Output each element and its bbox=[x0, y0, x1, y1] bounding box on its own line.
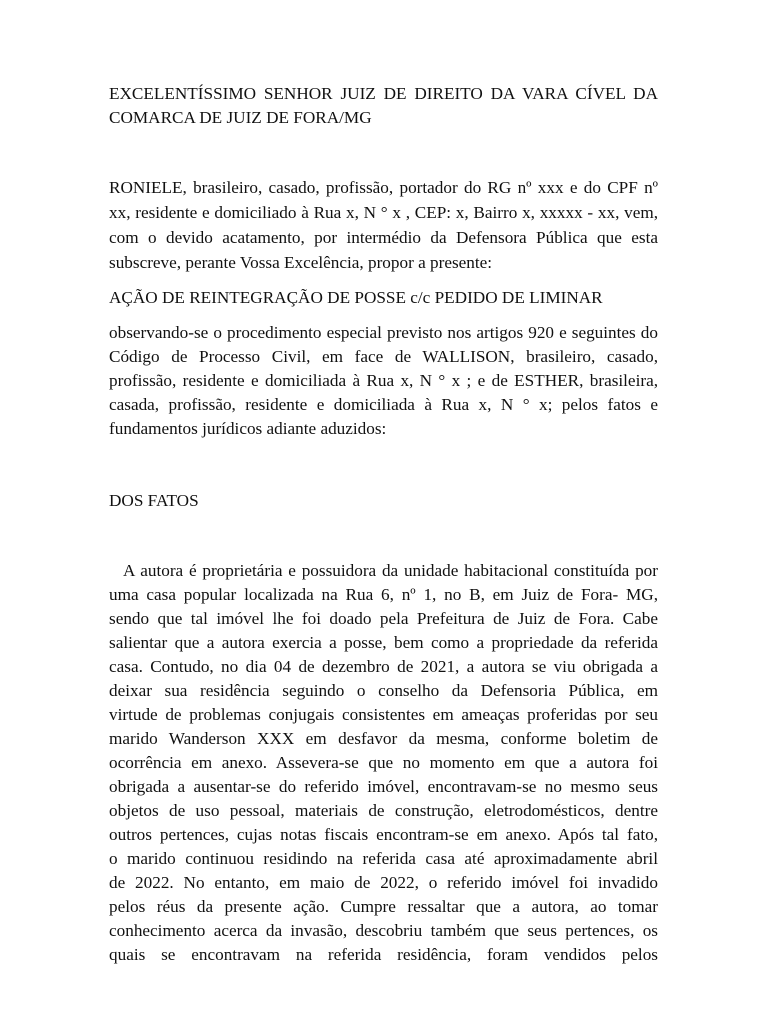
facts-line: obrigada a ausentar-se do referido imóvel, encontravam-se no mesmo seus bbox=[109, 777, 658, 796]
procedure-paragraph: observando-se o procedimento especial previsto nos artigos 920 e seguintes do Código de Processo Civil, em face de WALLISON, brasileiro, casado, profissão, residente e domiciliada à Rua x, N ° x ; e de ESTHER, brasileira, casada, profissão, residente e domiciliada à Rua x, N ° x; pelos fatos e fundamentos jurídicos adiante aduzidos: bbox=[109, 323, 658, 438]
facts-line: outros pertences, cujas notas fiscais encontram-se em anexo. Após tal fato, bbox=[109, 825, 658, 844]
facts-line: conhecimento acerca da invasão, descobriu também que seus pertences, os bbox=[109, 921, 658, 940]
facts-line: A autora é proprietária e possuidora da unidade habitacional constituída por bbox=[123, 561, 658, 580]
addressee-heading: EXCELENTÍSSIMO SENHOR JUIZ DE DIREITO DA VARA CÍVEL DA COMARCA DE JUIZ DE FORA/MG bbox=[109, 84, 658, 127]
facts-paragraph bbox=[109, 559, 658, 967]
facts-line: uma casa popular localizada na Rua 6, nº 1, no B, em Juiz de Fora- MG, bbox=[109, 585, 658, 604]
facts-line: salientar que a autora exercia a posse, bem como a propriedade da referida bbox=[109, 633, 658, 652]
facts-line: deixar sua residência seguindo o conselho da Defensoria Pública, em bbox=[109, 681, 658, 700]
facts-line: de 2022. No entanto, em maio de 2022, o referido imóvel foi invadido bbox=[109, 873, 658, 892]
facts-line: pelos réus da presente ação. Cumpre ressaltar que a autora, ao tomar bbox=[109, 897, 658, 916]
facts-line: sendo que tal imóvel lhe foi doado pela Prefeitura de Juiz de Fora. Cabe bbox=[109, 609, 658, 628]
facts-line: virtude de problemas conjugais consistentes em ameaças proferidas por seu bbox=[109, 705, 658, 724]
facts-line: objetos de uso pessoal, materiais de construção, eletrodomésticos, dentre bbox=[109, 801, 658, 820]
facts-line: o marido continuou residindo na referida casa até aproximadamente abril bbox=[109, 849, 658, 868]
action-title: AÇÃO DE REINTEGRAÇÃO DE POSSE c/c PEDIDO DE LIMINAR bbox=[109, 288, 603, 307]
facts-line: quais se encontravam na referida residência, foram vendidos pelos bbox=[109, 945, 658, 964]
facts-line: casa. Contudo, no dia 04 de dezembro de 2021, a autora se viu obrigada a bbox=[109, 657, 658, 676]
party-qualification-paragraph: RONIELE, brasileiro, casado, profissão, portador do RG nº xxx e do CPF nº xx, residente e domiciliado à Rua x, N ° x , CEP: x, Bairro x, xxxxx - xx, vem, com o devido acatamento, por intermédio da Defensora Pública que esta subscreve, perante Vossa Excelência, propor a presente: bbox=[109, 178, 658, 272]
facts-line: marido Wanderson XXX em desfavor da mesma, conforme boletim de bbox=[109, 729, 658, 748]
section-title-facts: DOS FATOS bbox=[109, 491, 199, 510]
document-page bbox=[109, 82, 658, 967]
facts-line: ocorrência em anexo. Assevera-se que no momento em que a autora foi bbox=[109, 753, 658, 772]
